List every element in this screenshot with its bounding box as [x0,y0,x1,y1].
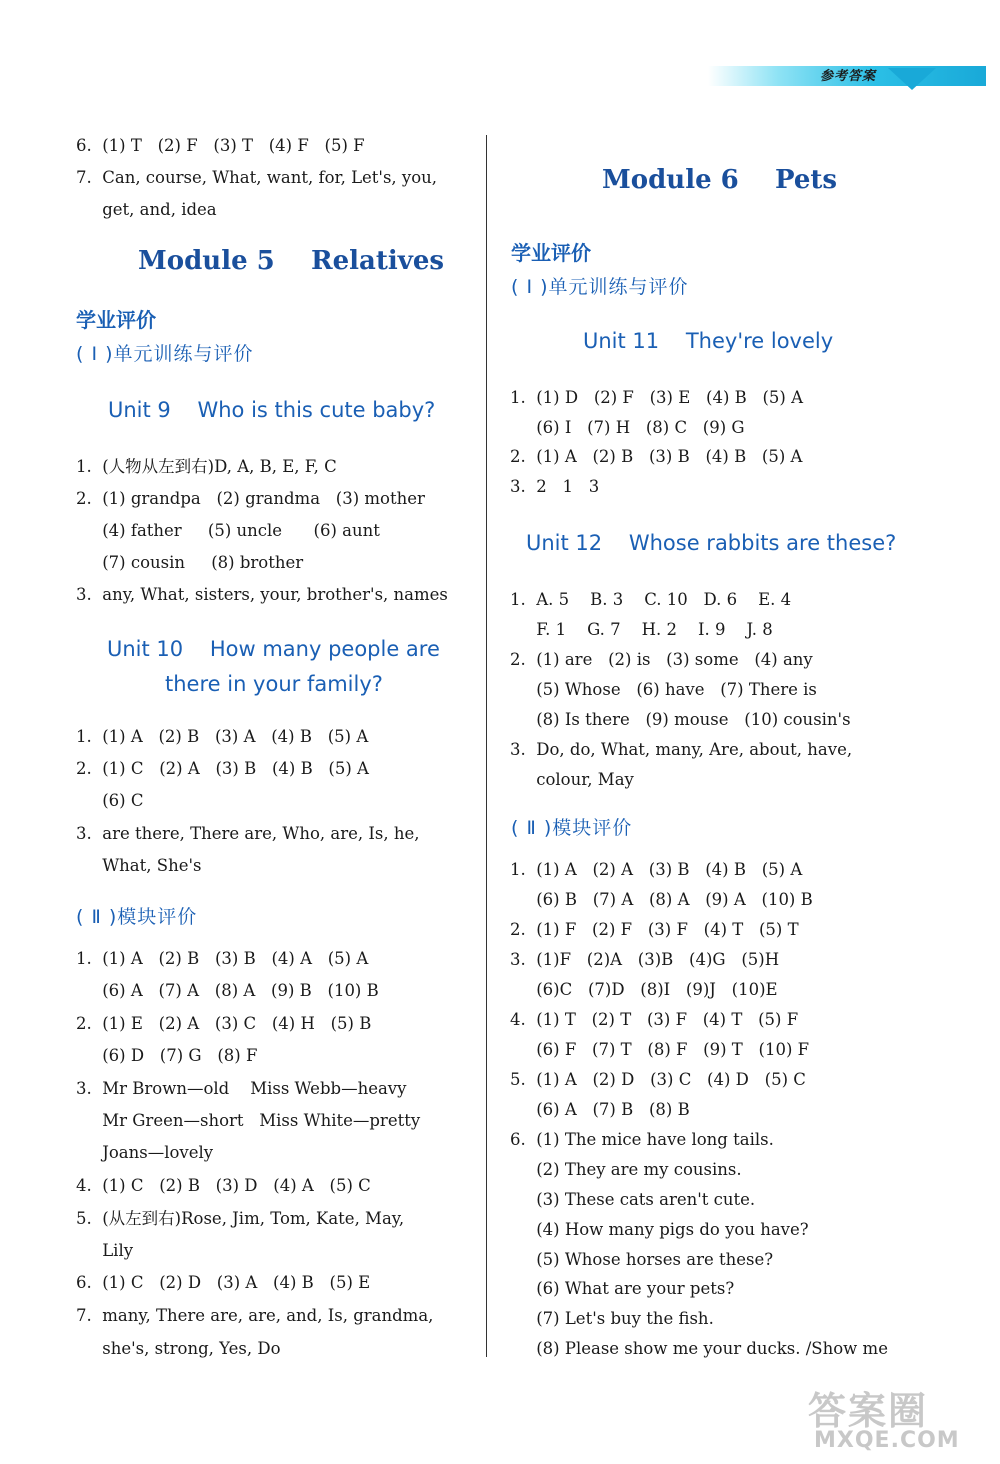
answer-line: 1. (1) A (2) B (3) A (4) B (5) A [76,727,369,746]
answer-line: 2. (1) F (2) F (3) F (4) T (5) T [510,920,799,939]
module-title: Module 5 Relatives [138,246,445,276]
answer-line: (6) B (7) A (8) A (9) A (10) B [510,890,813,909]
section-heading: 学业评价 [76,308,156,332]
answer-line: (6) F (7) T (8) F (9) T (10) F [510,1040,810,1059]
answer-line: colour, May [510,770,634,789]
section-heading: 学业评价 [511,241,591,265]
answer-line: (5) Whose horses are these? [510,1250,774,1269]
answer-line: (4) father (5) uncle (6) aunt [76,521,380,540]
answer-line: (7) Let's buy the fish. [510,1309,714,1328]
answer-line: (6) D (7) G (8) F [76,1046,258,1065]
answer-line: (6) A (7) A (8) A (9) B (10) B [76,981,379,1000]
column-divider [486,135,487,1357]
answer-line: (4) How many pigs do you have? [510,1220,809,1239]
answer-line: 3. 2 1 3 [510,477,600,496]
answer-line: 1. (人物从左到右)D, A, B, E, F, C [76,457,337,476]
answer-line: 1. (1) A (2) A (3) B (4) B (5) A [510,860,803,879]
answer-line: Mr Green—short Miss White—pretty [76,1111,421,1130]
answer-line: 2. (1) C (2) A (3) B (4) B (5) A [76,759,369,778]
answer-line: What, She's [76,856,202,875]
answer-line: get, and, idea [76,200,217,219]
answer-line: 6. (1) C (2) D (3) A (4) B (5) E [76,1273,371,1292]
part-heading: ( Ⅱ )模块评价 [76,906,198,928]
unit-title-cont: there in your family? [165,672,383,696]
answer-line: (5) Whose (6) have (7) There is [510,680,817,699]
banner-tip [888,68,936,90]
answer-line: 3. Mr Brown—old Miss Webb—heavy [76,1079,407,1098]
answer-line: F. 1 G. 7 H. 2 I. 9 J. 8 [510,620,773,639]
answer-line: 3. any, What, sisters, your, brother's, names [76,585,448,604]
answer-line: (7) cousin (8) brother [76,553,304,572]
answer-line: 7. many, There are, are, and, Is, grandma, [76,1306,434,1325]
answer-line: 3. Do, do, What, many, Are, about, have, [510,740,853,759]
answer-line: (6) C [76,791,144,810]
answer-line: (8) Is there (9) mouse (10) cousin's [510,710,851,729]
answer-line: (3) These cats aren't cute. [510,1190,756,1209]
answer-line: she's, strong, Yes, Do [76,1339,281,1358]
answer-line: 1. (1) A (2) B (3) B (4) A (5) A [76,949,369,968]
answer-line: 6. (1) The mice have long tails. [510,1130,774,1149]
answer-line: 2. (1) are (2) is (3) some (4) any [510,650,813,669]
answer-line: Joans—lovely [76,1143,214,1162]
watermark [808,1380,998,1460]
answer-line: (6) What are your pets? [510,1279,735,1298]
answer-line: 4. (1) T (2) T (3) F (4) T (5) F [510,1010,799,1029]
header-banner [708,60,986,90]
answer-line: 3. (1)F (2)A (3)B (4)G (5)H [510,950,780,969]
answer-line: Lily [76,1241,134,1260]
part-heading: ( Ⅱ )模块评价 [511,817,633,839]
answer-line: (6) I (7) H (8) C (9) G [510,418,745,437]
answer-line: 6. (1) T (2) F (3) T (4) F (5) F [76,136,365,155]
answer-line: 5. (从左到右)Rose, Jim, Tom, Kate, May, [76,1209,405,1228]
answer-line: 7. Can, course, What, want, for, Let's, you, [76,168,438,187]
module-title: Module 6 Pets [602,165,838,195]
watermark-url: MXQE.COM [814,1428,960,1453]
answer-line: 2. (1) E (2) A (3) C (4) H (5) B [76,1014,372,1033]
watermark-logo-text: 答案圈 [808,1389,929,1433]
answer-line: 5. (1) A (2) D (3) C (4) D (5) C [510,1070,806,1089]
answer-line: (6) A (7) B (8) B [510,1100,690,1119]
answer-line: (8) Please show me your ducks. /Show me [510,1339,888,1358]
answer-line: (6)C (7)D (8)I (9)J (10)E [510,980,778,999]
part-heading: ( Ⅰ )单元训练与评价 [511,276,689,298]
header-label: 参考答案 [820,69,877,84]
answer-line: 3. are there, There are, Who, are, Is, he, [76,824,420,843]
part-heading: ( Ⅰ )单元训练与评价 [76,343,254,365]
unit-title: Unit 10 How many people are [107,637,440,661]
unit-title: Unit 11 They're lovely [583,329,834,353]
answer-line: 1. A. 5 B. 3 C. 10 D. 6 E. 4 [510,590,792,609]
unit-title: Unit 9 Who is this cute baby? [108,398,436,422]
answer-line: (2) They are my cousins. [510,1160,742,1179]
answer-line: 1. (1) D (2) F (3) E (4) B (5) A [510,388,804,407]
unit-title: Unit 12 Whose rabbits are these? [526,531,897,555]
answer-line: 2. (1) A (2) B (3) B (4) B (5) A [510,447,803,466]
answer-line: 4. (1) C (2) B (3) D (4) A (5) C [76,1176,371,1195]
answer-line: 2. (1) grandpa (2) grandma (3) mother [76,489,425,508]
